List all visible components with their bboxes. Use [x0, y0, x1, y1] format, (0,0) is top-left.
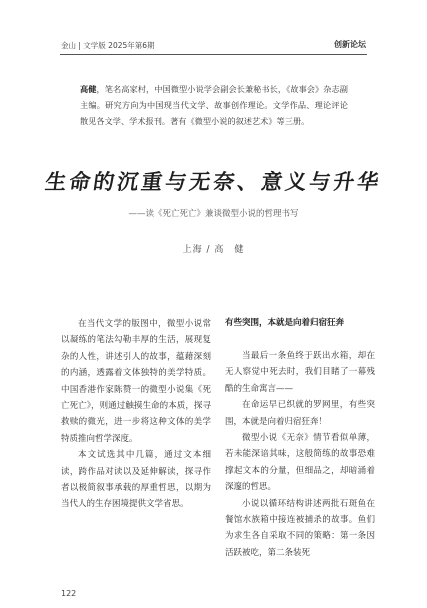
right-column: [225, 348, 375, 561]
paragraph: 微型小说《无奈》情节看似单薄，若未能深谙其味，这般简练的故事恐难撑起文本的分量，但细品之，却暗涌着深邃的哲思。: [225, 433, 375, 493]
paragraph: 在当代文学的版图中，微型小说常以凝练的笔法勾勒丰厚的生活，展现复杂的人性，讲述引人的故事，蕴藉深刻的内涵，透露着文体独特的美学特质。中国香港作家陈赞一的微型小说集《死亡死亡》，则通过触摸生命的本质，探寻救赎的微光，进一步将这种文体的美学特质推向哲学深度。: [61, 319, 211, 444]
paragraph: 本文试选其中几篇，通过文本细读，跨作品对读以及延伸解读，探寻作者以极简叙事承载的厚重哲思，以期为当代人的生存困境提供文学省思。: [61, 450, 211, 510]
article-title: 生命的沉重与无奈、意义与升华: [43, 169, 384, 194]
article-subtitle: ——读《死亡死亡》兼谈微型小说的哲理书写: [128, 209, 299, 219]
author-bio-name: 高健: [80, 84, 97, 94]
paragraph: 小说以循环结构讲述两批石斑鱼在餐馆水族箱中接连被捕杀的故事。鱼们为求生各自采取不同的策略：第一条因活跃被吃，第二条装死: [225, 498, 375, 558]
journal-issue: 金山 | 文学版 2025年第6期: [61, 41, 155, 50]
section-name: 创新论坛: [334, 40, 366, 49]
paragraph: 当最后一条鱼终于跃出水箱，却在无人察觉中死去时，我们目睹了一幕残酷的生命寓言——: [225, 351, 375, 394]
page-number: 122: [61, 589, 77, 598]
article-author: 上海 / 高 健: [182, 245, 245, 255]
paragraph: 在命运早已织就的罗网里，有些突围，本就是向着归宿狂奔！: [225, 400, 375, 427]
author-bio-text: ，笔名高家村，中国微型小说学会副会长兼秘书长，《故事会》杂志副主编。研究方向为中国现当代文学、故事创作理论。文学作品、理论评论散见各文学、学术报刊。著有《微型小说的叙述艺术》等三册。: [80, 84, 348, 126]
section-heading: 有些突围，本就是向着归宿狂奔: [225, 318, 345, 328]
author-bio: [80, 81, 348, 129]
header-rule: [60, 54, 367, 55]
left-column: [61, 316, 211, 513]
